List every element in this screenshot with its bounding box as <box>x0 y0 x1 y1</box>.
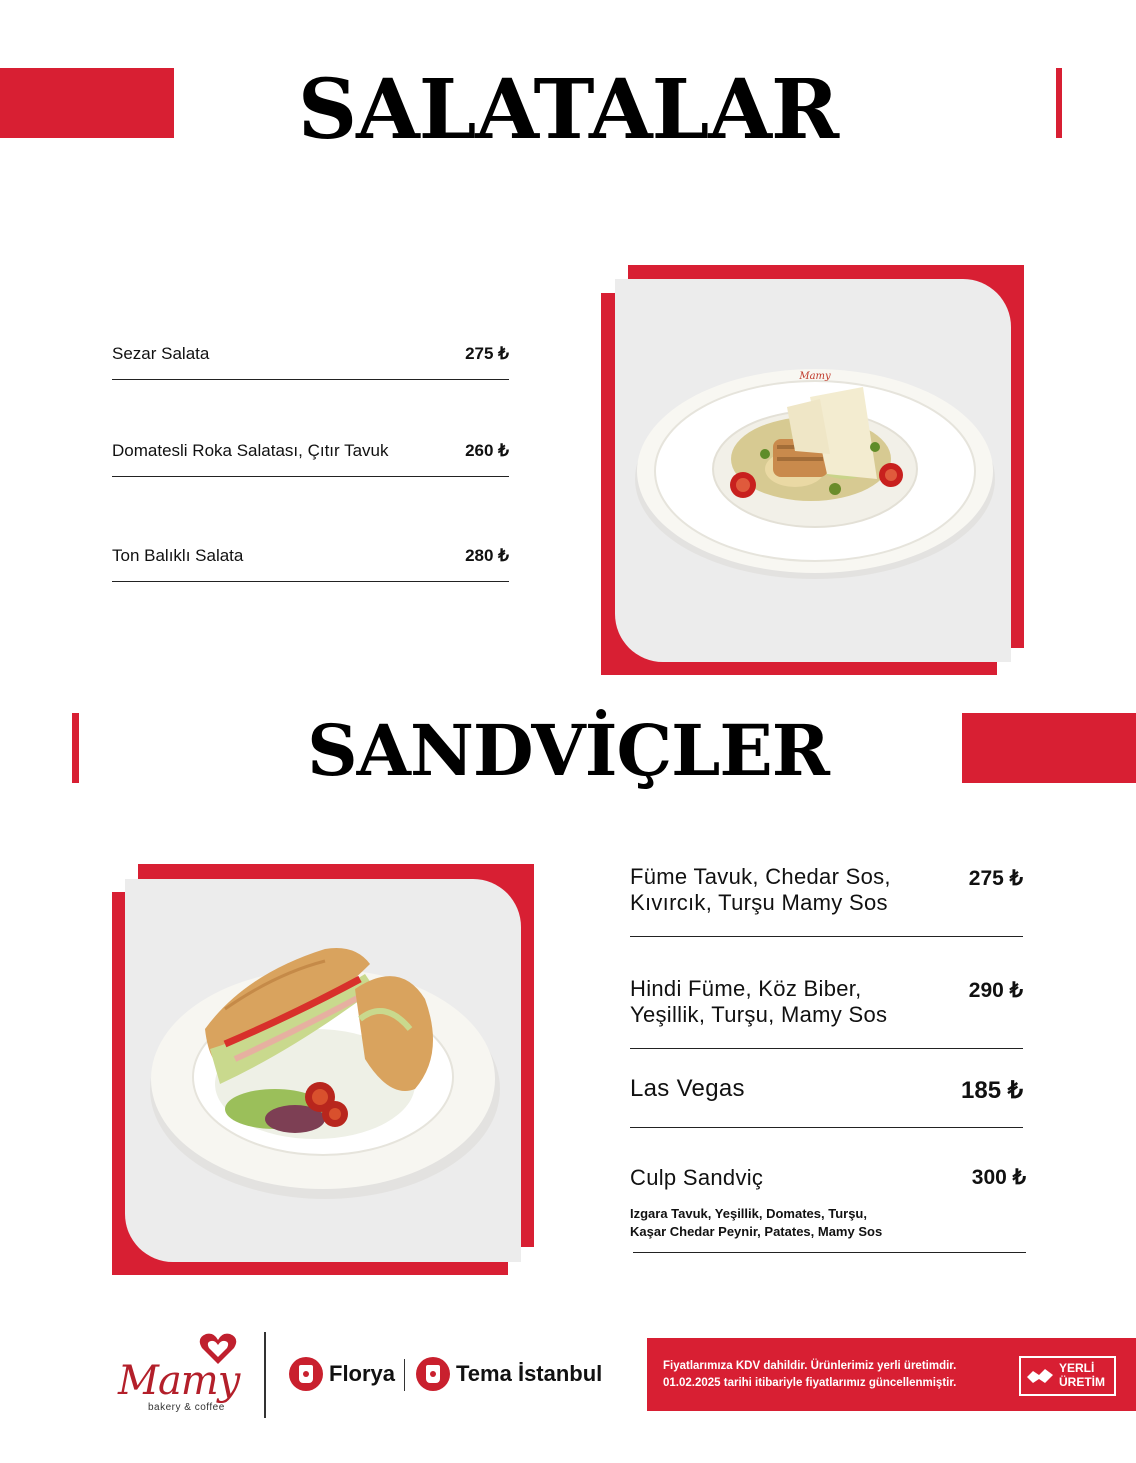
menu-item-culp-sandvic <box>630 1165 1026 1255</box>
divider <box>630 1127 1023 1128</box>
badge-line2: ÜRETİM <box>1059 1375 1105 1389</box>
footer-divider <box>264 1332 266 1418</box>
handshake-icon <box>1025 1363 1055 1389</box>
menu-item-las-vegas <box>630 1076 1023 1130</box>
badge-line1: YERLİ <box>1059 1361 1095 1375</box>
location-label: Florya <box>329 1361 396 1386</box>
notice-text <box>663 1358 956 1392</box>
salad-photo <box>615 279 1011 662</box>
notice-banner <box>647 1338 1136 1411</box>
sandwich-photo <box>125 879 521 1262</box>
cup-icon <box>289 1357 323 1391</box>
divider <box>112 379 509 380</box>
item-price: 300 ₺ <box>971 1166 1026 1189</box>
divider <box>633 1252 1026 1253</box>
divider <box>112 476 509 477</box>
item-price: 260 ₺ <box>465 441 509 460</box>
salad-plate-illustration <box>615 279 1011 662</box>
divider <box>630 1048 1023 1049</box>
notice-line1: Fiyatlarımıza KDV dahildir. Ürünlerimiz yerli üretimdir. <box>663 1360 957 1372</box>
item-price: 275 ₺ <box>465 344 509 363</box>
location-label: Tema İstanbul <box>456 1361 603 1386</box>
item-price: 290 ₺ <box>968 979 1023 1002</box>
item-name: Sezar Salata <box>112 344 210 363</box>
logo-subtitle: bakery & coffee <box>148 1402 225 1413</box>
section-title-sandvicler: SANDVİÇLER <box>307 709 829 792</box>
item-name-line1: Hindi Füme, Köz Biber, <box>630 976 862 1001</box>
item-name: Ton Balıklı Salata <box>112 546 244 565</box>
yerli-uretim-badge <box>1019 1356 1116 1396</box>
item-name-line2: Yeşillik, Turşu, Mamy Sos <box>630 1002 888 1027</box>
menu-item-roka-salatasi <box>112 441 509 481</box>
location-divider <box>404 1359 405 1391</box>
menu-item-ton-balikli-salata <box>112 546 509 586</box>
item-name-line2: Kıvırcık, Turşu Mamy Sos <box>630 890 888 915</box>
logo-wordmark: Mamy <box>118 1358 240 1404</box>
menu-item-sezar-salata <box>112 344 509 384</box>
item-price: 275 ₺ <box>968 867 1023 890</box>
brand-logo <box>118 1330 243 1418</box>
divider <box>112 581 509 582</box>
menu-item-hindi-fume <box>630 976 1023 1050</box>
item-name: Domatesli Roka Salatası, Çıtır Tavuk <box>112 441 389 460</box>
item-name-line1: Füme Tavuk, Chedar Sos, <box>630 864 891 889</box>
item-description-line1: Izgara Tavuk, Yeşillik, Domates, Turşu, <box>630 1206 867 1221</box>
item-name: Las Vegas <box>630 1075 745 1102</box>
item-name <box>630 864 891 916</box>
item-price: 185 ₺ <box>961 1077 1023 1104</box>
sandwich-plate-illustration <box>125 879 521 1262</box>
item-name: Culp Sandviç <box>630 1165 764 1190</box>
item-description-line2: Kaşar Chedar Peynir, Patates, Mamy Sos <box>630 1224 883 1239</box>
divider <box>630 936 1023 937</box>
menu-item-fume-tavuk <box>630 864 1023 938</box>
item-description <box>630 1205 882 1241</box>
item-price: 280 ₺ <box>465 546 509 565</box>
section-title-salatalar: SALATALAR <box>297 62 839 158</box>
plate-logo: Mamy <box>799 371 831 382</box>
cup-icon <box>416 1357 450 1391</box>
notice-line2: 01.02.2025 tarihi itibariyle fiyatlarımız güncellenmiştir. <box>663 1377 957 1389</box>
item-name <box>630 976 887 1028</box>
